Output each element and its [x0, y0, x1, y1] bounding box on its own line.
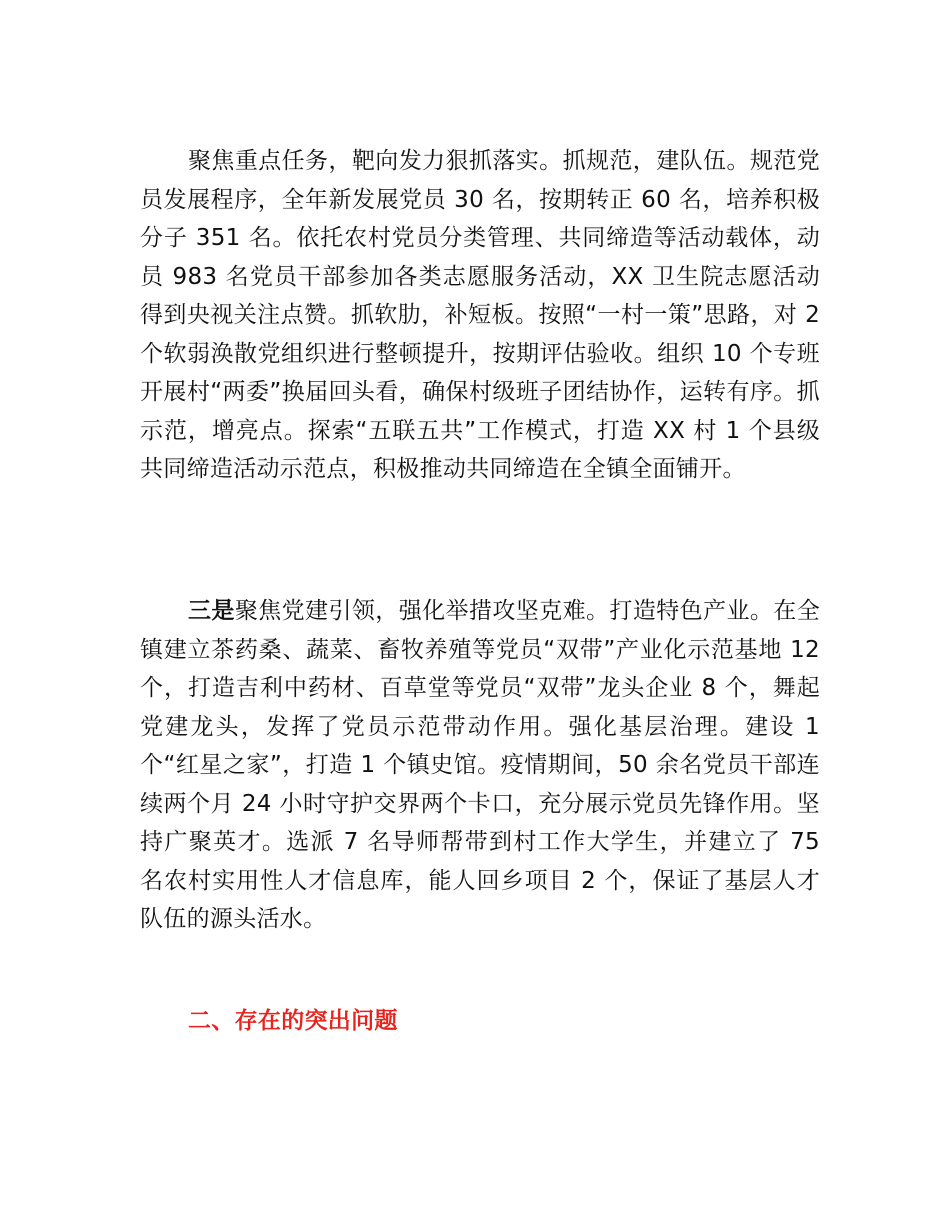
paragraph-lead: 三是	[188, 598, 235, 624]
paragraph-text: 聚焦重点任务，靶向发力狠抓落实。抓规范，建队伍。规范党员发展程序，全年新发展党员 30 名，按期转正 60 名，培养积极分子 351 名。依托农村党员分类管理、共同缔造等活动载体，动员 983 名党员干部参加各类志愿服务活动，XX 卫生院志愿活动得到央视关注点赞。抓软肋，补短板。按照“一村一策”思路，对 2 个软弱涣散党组织进行整顿提升，按期评估验收。组织 10 个专班开展村“两委”换届回头看，确保村级班子团结协作，运转有序。抓示范，增亮点。探索“五联五共”工作模式，打造 XX 村 1 个县级共同缔造活动示范点，积极推动共同缔造在全镇全面铺开。	[140, 148, 820, 482]
body-paragraph	[140, 142, 820, 489]
body-paragraph	[140, 592, 820, 939]
paragraph-text: 聚焦党建引领，强化举措攻坚克难。打造特色产业。在全镇建立茶药桑、蔬菜、畜牧养殖等党员“双带”产业化示范基地 12 个，打造吉利中药材、百草堂等党员“双带”龙头企业 8 个，舞起党建龙头，发挥了党员示范带动作用。强化基层治理。建设 1 个“红星之家”，打造 1 个镇史馆。疫情期间，50 余名党员干部连续两个月 24 小时守护交界两个卡口，充分展示党员先锋作用。坚持广聚英才。选派 7 名导师帮带到村工作大学生，并建立了 75 名农村实用性人才信息库，能人回乡项目 2 个，保证了基层人才队伍的源头活水。	[140, 598, 820, 932]
section-heading: 二、存在的突出问题	[188, 1008, 398, 1034]
